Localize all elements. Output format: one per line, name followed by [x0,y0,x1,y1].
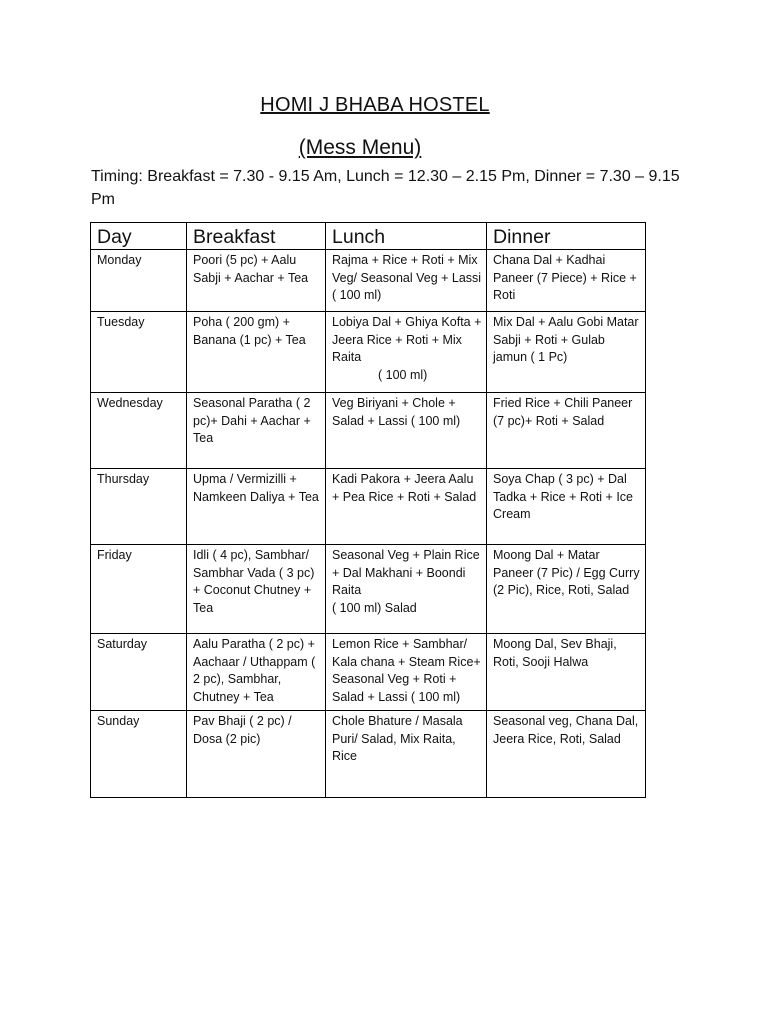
lunch-note: ( 100 ml) [378,367,428,382]
breakfast-cell: Pav Bhaji ( 2 pc) / Dosa (2 pic) [187,711,326,798]
table-row [91,312,646,393]
table-row [91,393,646,469]
day-cell: Wednesday [91,393,187,469]
day-cell: Saturday [91,634,187,711]
document-title: HOMI J BHABA HOSTEL [260,94,490,116]
lunch-cell [326,545,487,634]
table-row [91,634,646,711]
table-row [91,711,646,798]
dinner-cell: Moong Dal + Matar Paneer (7 Pic) / Egg Curry (2 Pic), Rice, Roti, Salad [487,545,646,634]
column-header-lunch: Lunch [326,223,487,250]
dinner-cell: Fried Rice + Chili Paneer (7 pc)+ Roti + Salad [487,393,646,469]
column-header-day: Day [91,223,187,250]
column-header-breakfast: Breakfast [187,223,326,250]
dinner-cell: Moong Dal, Sev Bhaji, Roti, Sooji Halwa [487,634,646,711]
day-cell: Sunday [91,711,187,798]
breakfast-cell: Poori (5 pc) + Aalu Sabji + Aachar + Tea [187,250,326,312]
lunch-cell: Rajma + Rice + Roti + Mix Veg/ Seasonal Veg + Lassi ( 100 ml) [326,250,487,312]
timing-note: Timing: Breakfast = 7.30 - 9.15 Am, Lunch = 12.30 – 2.15 Pm, Dinner = 7.30 – 9.15 Pm [91,168,680,208]
breakfast-cell: Poha ( 200 gm) + Banana (1 pc) + Tea [187,312,326,393]
breakfast-cell: Upma / Vermizilli + Namkeen Daliya + Tea [187,469,326,545]
dinner-cell: Mix Dal + Aalu Gobi Matar Sabji + Roti + Gulab jamun ( 1 Pc) [487,312,646,393]
lunch-text: Lobiya Dal + Ghiya Kofta + Jeera Rice + Roti + Mix Raita [332,315,482,364]
document-subtitle: (Mess Menu) [298,136,422,159]
table-row [91,250,646,312]
breakfast-cell: Aalu Paratha ( 2 pc) + Aachaar / Uthappam ( 2 pc), Sambhar, Chutney + Tea [187,634,326,711]
lunch-cell: Lemon Rice + Sambhar/ Kala chana + Steam Rice+ Seasonal Veg + Roti + Salad + Lassi ( 100 ml) [326,634,487,711]
lunch-cell [326,312,487,393]
lunch-text: Seasonal Veg + Plain Rice + Dal Makhani + Boondi Raita [332,548,480,597]
mess-menu-table [90,222,646,798]
table-header-row [91,223,646,250]
day-cell: Thursday [91,469,187,545]
breakfast-cell: Seasonal Paratha ( 2 pc)+ Dahi + Aachar + Tea [187,393,326,469]
column-header-dinner: Dinner [487,223,646,250]
dinner-cell: Soya Chap ( 3 pc) + Dal Tadka + Rice + Roti + Ice Cream [487,469,646,545]
lunch-note: ( 100 ml) Salad [332,600,417,615]
day-cell: Tuesday [91,312,187,393]
lunch-cell: Kadi Pakora + Jeera Aalu + Pea Rice + Roti + Salad [326,469,487,545]
dinner-cell: Seasonal veg, Chana Dal, Jeera Rice, Roti, Salad [487,711,646,798]
day-cell: Friday [91,545,187,634]
lunch-cell: Chole Bhature / Masala Puri/ Salad, Mix Raita, Rice [326,711,487,798]
dinner-cell: Chana Dal + Kadhai Paneer (7 Piece) + Rice + Roti [487,250,646,312]
day-cell: Monday [91,250,187,312]
breakfast-cell: Idli ( 4 pc), Sambhar/ Sambhar Vada ( 3 pc) + Coconut Chutney + Tea [187,545,326,634]
table-row [91,469,646,545]
lunch-cell: Veg Biriyani + Chole + Salad + Lassi ( 100 ml) [326,393,487,469]
table-row [91,545,646,634]
